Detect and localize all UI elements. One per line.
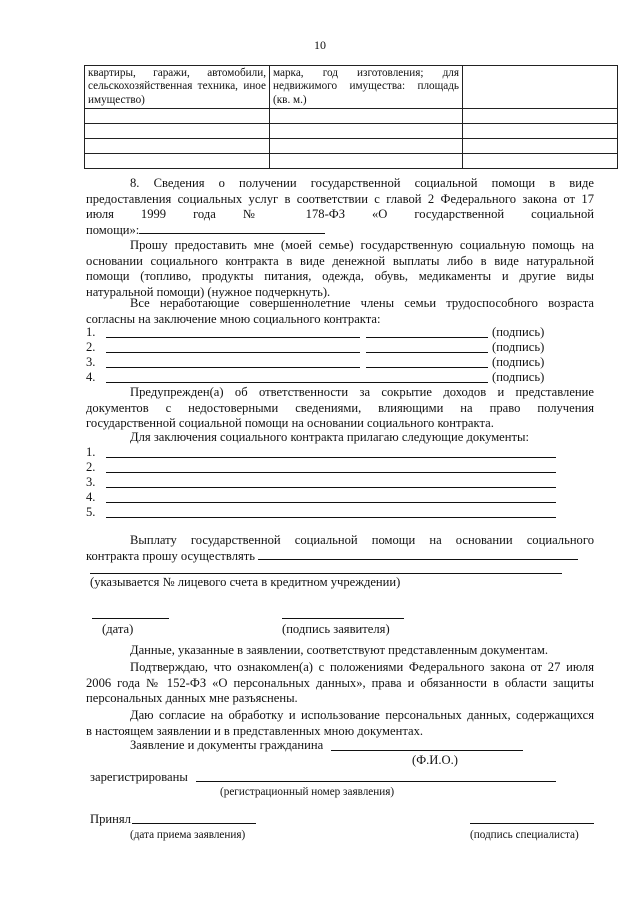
section8-line2: предоставления социальных услуг в соответствии с главой 2 Федерального закона от 17 <box>86 191 594 206</box>
section8 <box>86 176 594 238</box>
member-row-number: 2. <box>86 340 96 354</box>
members-signature-list <box>86 325 594 385</box>
account-field[interactable] <box>258 549 578 560</box>
member-row <box>86 370 594 385</box>
familiar-line3: персональных данных мне разъяснены. <box>86 691 298 706</box>
warning-line3: государственной социальной помощи на основании социального контракта. <box>86 416 494 431</box>
documents-intro: Для заключения социального контракта прилагаю следующие документы: <box>130 430 529 444</box>
table-cell[interactable] <box>85 124 270 139</box>
specialist-signature-field[interactable] <box>470 813 594 824</box>
table-cell[interactable] <box>463 139 618 154</box>
signature-label: (подпись) <box>492 370 545 384</box>
specialist-signature-label: (подпись специалиста) <box>470 829 579 841</box>
document-row <box>86 445 594 460</box>
table-cell[interactable] <box>85 154 270 169</box>
consent-line2: согласны на заключение мною социального контракта: <box>86 311 381 326</box>
table-cell[interactable] <box>270 139 463 154</box>
table-cell[interactable] <box>463 154 618 169</box>
member-row-number: 1. <box>86 325 96 339</box>
section8-line3: июля 1999 года № 178-ФЗ «О государственной социальной <box>86 207 594 222</box>
table-cell[interactable] <box>85 109 270 124</box>
payment-line1: Выплату государственной социальной помощи на основании социального <box>130 533 594 547</box>
table-cell[interactable] <box>463 109 618 124</box>
signature-label: (подпись) <box>492 325 545 339</box>
pd-consent-paragraph <box>86 708 594 739</box>
member-row <box>86 355 594 370</box>
member-row <box>86 325 594 340</box>
fio-label: (Ф.И.О.) <box>412 753 458 767</box>
document-row <box>86 505 594 520</box>
familiar-line1: Подтверждаю, что ознакомлен(а) с положениями Федерального закона от 27 июля <box>130 660 594 674</box>
document-field[interactable] <box>106 446 556 458</box>
document-field[interactable] <box>106 461 556 473</box>
table-cell-property-type: квартиры, гаражи, автомобили, сельскохозяйственная техника, иное имущество) <box>85 66 270 109</box>
member-signature-field[interactable] <box>366 326 488 338</box>
property-table <box>84 65 618 169</box>
warning-paragraph <box>86 385 594 432</box>
accepted-label: Принял <box>90 812 131 826</box>
document-row-number: 1. <box>86 445 96 459</box>
registration-number-field[interactable] <box>196 771 556 782</box>
document-row-number: 2. <box>86 460 96 474</box>
table-cell-empty <box>463 66 618 109</box>
registration-line1: Заявление и документы гражданина <box>130 738 324 752</box>
payment-paragraph <box>86 533 594 564</box>
pd-consent-line2: в настоящем заявлении и в представленных мною документах. <box>86 723 424 738</box>
citizen-name-field[interactable] <box>331 740 523 751</box>
warning-line1: Предупрежден(а) об ответственности за сокрытие доходов и представление <box>130 385 594 399</box>
document-field[interactable] <box>106 491 556 503</box>
applicant-signature-label: (подпись заявителя) <box>282 622 390 636</box>
request-line3: помощи (топливо, продукты питания, одежда, обувь, медикаменты и другие виды <box>86 269 594 284</box>
member-name-field[interactable] <box>106 341 360 353</box>
familiar-line2: 2006 года № 152-ФЗ «О персональных данных», права и обязанности в области защиты <box>86 675 594 690</box>
date-label: (дата) <box>102 622 134 636</box>
document-row <box>86 475 594 490</box>
document-row <box>86 490 594 505</box>
table-cell[interactable] <box>270 124 463 139</box>
reg-number-label: (регистрационный номер заявления) <box>220 786 395 798</box>
table-cell-details-text: марка, год изготовления; для недвижимого имущества: площадь (кв. м.) <box>273 67 459 106</box>
consent-members <box>86 296 594 327</box>
table-cell[interactable] <box>85 139 270 154</box>
warning-line2: документов с недостоверными сведениями, влияющими на право получения <box>86 400 594 415</box>
pd-consent-line1: Даю согласие на обработку и использование персональных данных, содержащихся <box>130 708 594 722</box>
familiar-paragraph <box>86 660 594 707</box>
table-row <box>85 109 618 124</box>
page-number: 10 <box>314 38 326 52</box>
document-row-number: 4. <box>86 490 96 504</box>
registered-label: зарегистрированы <box>90 770 188 784</box>
member-signature-field[interactable] <box>366 341 488 353</box>
member-row-number: 3. <box>86 355 96 369</box>
acceptance-date-field[interactable] <box>132 813 256 824</box>
member-row-number: 4. <box>86 370 96 384</box>
payment-line2-text: контракта прошу осуществлять <box>86 548 256 563</box>
table-row <box>85 139 618 154</box>
document-row <box>86 460 594 475</box>
signature-label: (подпись) <box>492 340 545 354</box>
request-line4: натуральной помощи) (нужное подчеркнуть). <box>86 284 331 299</box>
account-field-continued[interactable] <box>90 563 562 574</box>
member-full-field[interactable] <box>106 371 488 383</box>
member-name-field[interactable] <box>106 326 360 338</box>
table-row <box>85 154 618 169</box>
social-services-field[interactable] <box>139 223 325 234</box>
table-header-row <box>85 66 618 109</box>
payment-note: (указывается № лицевого счета в кредитном учреждении) <box>90 575 401 589</box>
section8-line4-text: помощи»: <box>86 222 140 237</box>
request-line1: Прошу предоставить мне (моей семье) государственную социальную помощь на <box>130 238 594 252</box>
table-row <box>85 124 618 139</box>
signature-label: (подпись) <box>492 355 545 369</box>
section8-line1: 8. Сведения о получении государственной социальной помощи в виде <box>130 176 594 190</box>
data-match-text: Данные, указанные в заявлении, соответствуют представленным документам. <box>130 643 548 657</box>
table-cell[interactable] <box>270 154 463 169</box>
member-name-field[interactable] <box>106 356 360 368</box>
request-line2: основании социального контракта в виде денежной выплаты либо в виде натуральной <box>86 253 594 268</box>
table-cell-property-details <box>270 66 463 109</box>
acceptance-date-label: (дата приема заявления) <box>130 829 246 841</box>
consent-line1: Все неработающие совершеннолетние члены семьи трудоспособного возраста <box>130 296 594 310</box>
document-field[interactable] <box>106 476 556 488</box>
documents-list <box>86 445 594 520</box>
member-row <box>86 340 594 355</box>
document-row-number: 5. <box>86 505 96 519</box>
member-signature-field[interactable] <box>366 356 488 368</box>
document-field[interactable] <box>106 506 556 518</box>
table-cell[interactable] <box>270 109 463 124</box>
document-row-number: 3. <box>86 475 96 489</box>
payment-line2 <box>86 549 594 565</box>
applicant-signature-field[interactable] <box>282 608 404 619</box>
request-paragraph <box>86 238 594 300</box>
table-cell[interactable] <box>463 124 618 139</box>
date-field[interactable] <box>92 608 169 619</box>
section8-line4 <box>86 223 594 239</box>
